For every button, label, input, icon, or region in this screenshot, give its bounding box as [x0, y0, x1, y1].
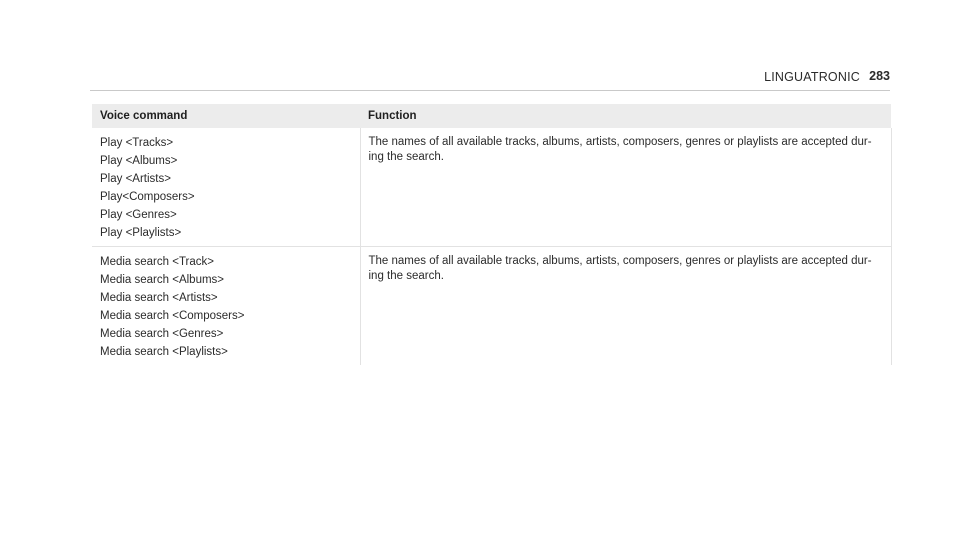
column-header-voice-command: Voice command — [92, 104, 360, 128]
table-header-row — [92, 104, 891, 128]
function-text: The names of all available tracks, albums, artists, composers, genres or playlists are accepted dur- — [368, 255, 872, 267]
voice-command: Play <Artists> — [100, 173, 171, 185]
voice-command: Play <Playlists> — [100, 227, 182, 239]
voice-command: Media search <Playlists> — [100, 346, 228, 358]
voice-command-cell — [92, 128, 360, 247]
function-cell — [360, 128, 891, 247]
page-number: 283 — [869, 69, 890, 83]
function-text: ing the search. — [368, 151, 444, 163]
voice-command: Media search <Genres> — [100, 328, 224, 340]
voice-command: Play <Genres> — [100, 209, 177, 221]
header-divider — [90, 90, 890, 91]
voice-command: Media search <Composers> — [100, 310, 245, 322]
function-text: The names of all available tracks, albums, artists, composers, genres or playlists are accepted dur- — [368, 136, 872, 148]
voice-command: Media search <Artists> — [100, 292, 218, 304]
function-cell — [360, 247, 891, 366]
voice-command: Play<Composers> — [100, 191, 195, 203]
voice-command-table — [92, 104, 892, 365]
voice-command: Play <Tracks> — [100, 137, 174, 149]
voice-command-cell — [92, 247, 360, 366]
table-row — [92, 247, 891, 366]
column-header-function: Function — [360, 104, 891, 128]
table-row — [92, 128, 891, 247]
voice-command: Media search <Albums> — [100, 274, 225, 286]
section-title: LINGUATRONIC — [764, 70, 860, 84]
function-text: ing the search. — [368, 270, 444, 282]
voice-command: Media search <Track> — [100, 256, 214, 268]
voice-command: Play <Albums> — [100, 155, 178, 167]
